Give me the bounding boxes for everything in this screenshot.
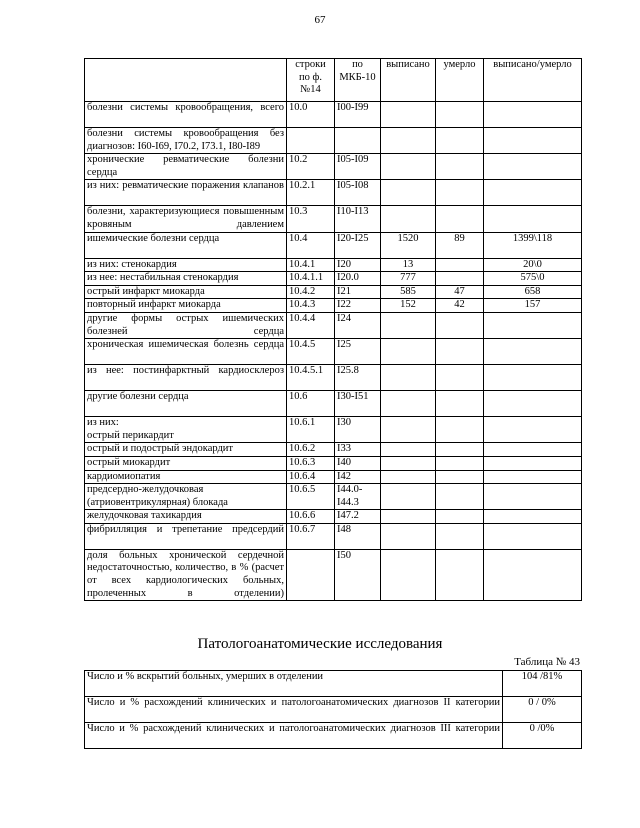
icd-code-cell: I40: [335, 456, 381, 470]
died-cell: [436, 102, 484, 128]
discharged-died-cell: [484, 443, 582, 457]
page-number: 67: [314, 14, 326, 26]
table-row: [85, 365, 582, 391]
table-row: [85, 180, 582, 206]
died-cell: [436, 417, 484, 443]
form-line-cell: 10.6.4: [287, 470, 335, 484]
died-cell: 47: [436, 285, 484, 299]
disease-name-cell: кардиомиопатия: [85, 470, 287, 484]
died-cell: [436, 510, 484, 524]
disease-name-cell: желудочковая тахикардия: [85, 510, 287, 524]
disease-name-cell: болезни системы кровообращения, всего: [85, 102, 287, 128]
discharged-cell: 152: [381, 299, 436, 313]
section-title: Патологоанатомические исследования: [197, 636, 443, 652]
died-cell: [436, 470, 484, 484]
form-line-cell: 10.2.1: [287, 180, 335, 206]
form-line-cell: 10.4: [287, 232, 335, 258]
pathology-value-cell: 0 / 0%: [503, 697, 582, 723]
discharged-died-cell: 575\0: [484, 272, 582, 286]
disease-name-cell: другие формы острых ишемических болезней сердца: [85, 312, 287, 338]
icd-code-cell: I21: [335, 285, 381, 299]
discharged-cell: 777: [381, 272, 436, 286]
discharged-cell: [381, 339, 436, 365]
table-row: [85, 484, 582, 510]
died-cell: 89: [436, 232, 484, 258]
icd-code-cell: I20: [335, 258, 381, 272]
died-cell: [436, 523, 484, 549]
header-cell: выписано: [381, 59, 436, 102]
table-row: [85, 671, 582, 697]
disease-name-cell: из нее: нестабильная стенокардия: [85, 272, 287, 286]
discharged-cell: [381, 456, 436, 470]
form-line-cell: 10.3: [287, 206, 335, 232]
table-row: [85, 549, 582, 600]
form-line-cell: 10.4.5: [287, 339, 335, 365]
header-cell: [85, 59, 287, 102]
discharged-cell: [381, 484, 436, 510]
table-row: [85, 339, 582, 365]
disease-name-cell: из них: ревматические поражения клапанов: [85, 180, 287, 206]
disease-name-cell: болезни системы кровообращения без диагнозов: I60-I69, I70.2, I73.1, I80-I89: [85, 128, 287, 154]
discharged-died-cell: [484, 339, 582, 365]
form-line-cell: 10.4.4: [287, 312, 335, 338]
died-cell: [436, 456, 484, 470]
discharged-cell: 13: [381, 258, 436, 272]
died-cell: [436, 339, 484, 365]
discharged-cell: [381, 180, 436, 206]
died-cell: [436, 180, 484, 206]
icd-code-cell: I22: [335, 299, 381, 313]
discharged-cell: 1520: [381, 232, 436, 258]
pathology-table: [84, 670, 582, 749]
discharged-died-cell: [484, 456, 582, 470]
pathology-value-cell: 0 /0%: [503, 723, 582, 749]
disease-name-cell: предсердно-желудочковая (атриовентрикулярная) блокада: [85, 484, 287, 510]
disease-name-cell: из них: стенокардия: [85, 258, 287, 272]
died-cell: [436, 312, 484, 338]
died-cell: [436, 154, 484, 180]
table-row: [85, 285, 582, 299]
icd-code-cell: I33: [335, 443, 381, 457]
table-row: [85, 232, 582, 258]
discharged-died-cell: 1399\118: [484, 232, 582, 258]
died-cell: [436, 128, 484, 154]
died-cell: [436, 258, 484, 272]
table-label: Таблица № 43: [514, 656, 580, 668]
discharged-died-cell: [484, 470, 582, 484]
icd-code-cell: I20-I25: [335, 232, 381, 258]
disease-name-cell: из нее: постинфарктный кардиосклероз: [85, 365, 287, 391]
header-cell: выписано/умерло: [484, 59, 582, 102]
discharged-died-cell: [484, 206, 582, 232]
discharged-cell: [381, 391, 436, 417]
icd-code-cell: I10-I13: [335, 206, 381, 232]
icd-code-cell: I47.2: [335, 510, 381, 524]
form-line-cell: 10.6: [287, 391, 335, 417]
disease-name-cell: повторный инфаркт миокарда: [85, 299, 287, 313]
form-line-cell: 10.4.3: [287, 299, 335, 313]
icd-code-cell: I42: [335, 470, 381, 484]
table-row: [85, 102, 582, 128]
table-header-row: [85, 59, 582, 102]
disease-name-cell: из них: острый перикардит: [85, 417, 287, 443]
header-cell: умерло: [436, 59, 484, 102]
icd-code-cell: I20.0: [335, 272, 381, 286]
form-line-cell: 10.6.3: [287, 456, 335, 470]
died-cell: [436, 391, 484, 417]
disease-name-cell: фибрилляция и трепетание предсердий: [85, 523, 287, 549]
discharged-died-cell: [484, 180, 582, 206]
discharged-died-cell: [484, 484, 582, 510]
form-line-cell: 10.6.7: [287, 523, 335, 549]
pathology-metric-cell: Число и % расхождений клинических и патологоанатомических диагнозов II категории: [85, 697, 503, 723]
form-line-cell: [287, 549, 335, 600]
icd-code-cell: I24: [335, 312, 381, 338]
disease-name-cell: хронические ревматические болезни сердца: [85, 154, 287, 180]
died-cell: [436, 365, 484, 391]
header-cell: строки по ф.№14: [287, 59, 335, 102]
table-row: [85, 510, 582, 524]
form-line-cell: 10.2: [287, 154, 335, 180]
form-line-cell: 10.4.1.1: [287, 272, 335, 286]
table-row: [85, 206, 582, 232]
icd-code-cell: I00-I99: [335, 102, 381, 128]
died-cell: [436, 484, 484, 510]
disease-name-cell: болезни, характеризующиеся повышенным кровяным давлением: [85, 206, 287, 232]
pathology-value-cell: 104 /81%: [503, 671, 582, 697]
form-line-cell: 10.6.6: [287, 510, 335, 524]
icd-code-cell: I48: [335, 523, 381, 549]
table-row: [85, 723, 582, 749]
table-row: [85, 312, 582, 338]
discharged-cell: [381, 102, 436, 128]
pathology-metric-cell: Число и % расхождений клинических и патологоанатомических диагнозов III категории: [85, 723, 503, 749]
discharged-died-cell: [484, 102, 582, 128]
discharged-cell: [381, 206, 436, 232]
pathology-metric-cell: Число и % вскрытий больных, умерших в отделении: [85, 671, 503, 697]
table-row: [85, 299, 582, 313]
icd-code-cell: I30-I51: [335, 391, 381, 417]
discharged-died-cell: [484, 523, 582, 549]
cardiovascular-diseases-table: [84, 58, 582, 601]
table-row: [85, 258, 582, 272]
died-cell: [436, 549, 484, 600]
discharged-cell: [381, 365, 436, 391]
discharged-died-cell: 658: [484, 285, 582, 299]
table-row: [85, 417, 582, 443]
table-row: [85, 456, 582, 470]
discharged-died-cell: 20\0: [484, 258, 582, 272]
discharged-cell: [381, 417, 436, 443]
table-row: [85, 154, 582, 180]
disease-name-cell: ишемические болезни сердца: [85, 232, 287, 258]
disease-name-cell: острый инфаркт миокарда: [85, 285, 287, 299]
icd-code-cell: I25.8: [335, 365, 381, 391]
discharged-cell: [381, 128, 436, 154]
died-cell: [436, 443, 484, 457]
icd-code-cell: I30: [335, 417, 381, 443]
disease-name-cell: доля больных хронической сердечной недостаточностью, количество, в % (расчет от всех кардиологических больных, пролеченных в отделении): [85, 549, 287, 600]
table-row: [85, 272, 582, 286]
discharged-died-cell: [484, 365, 582, 391]
icd-code-cell: I25: [335, 339, 381, 365]
died-cell: [436, 206, 484, 232]
died-cell: 42: [436, 299, 484, 313]
discharged-died-cell: [484, 154, 582, 180]
discharged-died-cell: [484, 549, 582, 600]
form-line-cell: 10.4.1: [287, 258, 335, 272]
icd-code-cell: I44.0-I44.3: [335, 484, 381, 510]
icd-code-cell: [335, 128, 381, 154]
discharged-cell: [381, 443, 436, 457]
disease-name-cell: острый и подострый эндокардит: [85, 443, 287, 457]
table-row: [85, 470, 582, 484]
table-row: [85, 443, 582, 457]
discharged-cell: [381, 549, 436, 600]
discharged-cell: [381, 523, 436, 549]
discharged-died-cell: [484, 510, 582, 524]
discharged-died-cell: [484, 312, 582, 338]
discharged-cell: [381, 154, 436, 180]
discharged-cell: [381, 312, 436, 338]
table-row: [85, 128, 582, 154]
discharged-died-cell: [484, 417, 582, 443]
icd-code-cell: I50: [335, 549, 381, 600]
disease-name-cell: другие болезни сердца: [85, 391, 287, 417]
disease-name-cell: острый миокардит: [85, 456, 287, 470]
form-line-cell: 10.6.2: [287, 443, 335, 457]
icd-code-cell: I05-I08: [335, 180, 381, 206]
table-row: [85, 697, 582, 723]
discharged-died-cell: [484, 391, 582, 417]
form-line-cell: 10.6.5: [287, 484, 335, 510]
discharged-died-cell: 157: [484, 299, 582, 313]
discharged-cell: [381, 470, 436, 484]
form-line-cell: 10.0: [287, 102, 335, 128]
discharged-cell: [381, 510, 436, 524]
form-line-cell: 10.6.1: [287, 417, 335, 443]
discharged-cell: 585: [381, 285, 436, 299]
form-line-cell: 10.4.2: [287, 285, 335, 299]
form-line-cell: 10.4.5.1: [287, 365, 335, 391]
disease-name-cell: хроническая ишемическая болезнь сердца: [85, 339, 287, 365]
header-cell: по МКБ-10: [335, 59, 381, 102]
form-line-cell: [287, 128, 335, 154]
discharged-died-cell: [484, 128, 582, 154]
table-row: [85, 391, 582, 417]
icd-code-cell: I05-I09: [335, 154, 381, 180]
table-row: [85, 523, 582, 549]
died-cell: [436, 272, 484, 286]
